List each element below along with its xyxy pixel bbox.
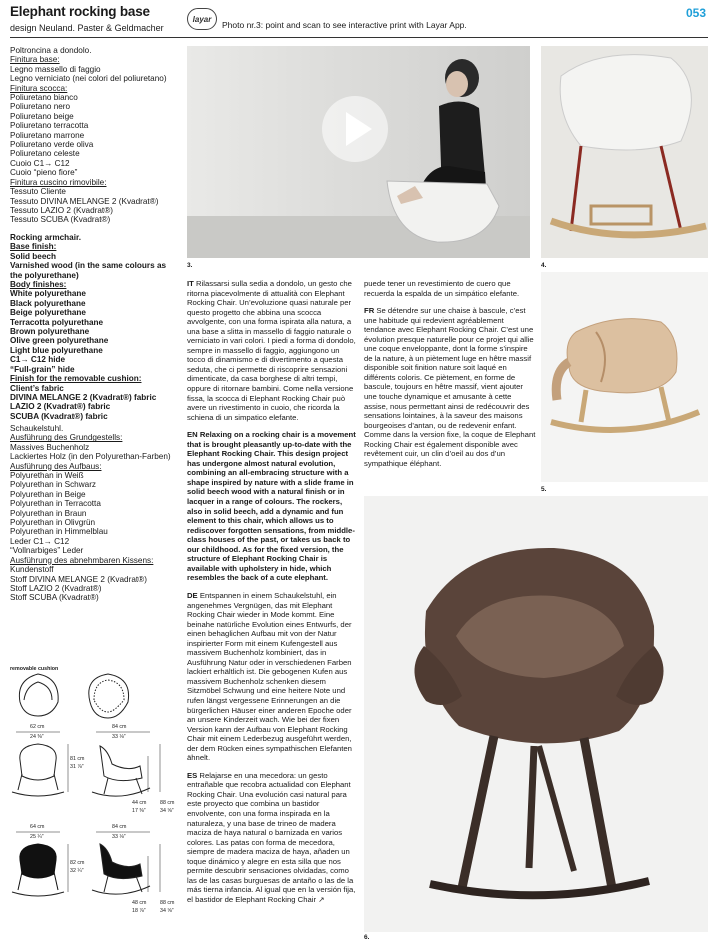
spec-line-de: Polyurethan in Weiß bbox=[10, 471, 84, 481]
dim-height-82-in: 32 ¼” bbox=[70, 868, 84, 874]
spec-line-en: Beige polyurethane bbox=[10, 308, 86, 318]
spec-line-en: Light blue polyurethane bbox=[10, 345, 103, 355]
spec-line-de: Polyurethan in Olivgrün bbox=[10, 518, 96, 528]
spec-line-it: Legno verniciato (nei colori del poliuretano) bbox=[10, 74, 167, 84]
spec-line-de: Polyurethan in Himmelblau bbox=[10, 527, 108, 537]
dim-seat-48: 48 cm bbox=[132, 900, 147, 906]
spec-italian bbox=[10, 46, 182, 225]
spec-line-en: LAZIO 2 (Kvadrat®) fabric bbox=[10, 402, 111, 412]
spec-line-en: “Full-grain” hide bbox=[10, 364, 75, 374]
designer-credit: design Neuland. Paster & Geldmacher bbox=[10, 23, 164, 33]
spec-line-de: Polyurethan in Beige bbox=[10, 489, 86, 499]
spec-line-de: Ausführung des abnehmbaren Kissens: bbox=[10, 555, 154, 565]
header-divider bbox=[10, 37, 708, 38]
dim-depth-84-bottom: 84 cm bbox=[112, 824, 127, 830]
layar-logo: layar bbox=[187, 8, 217, 30]
lang-tag-en: EN bbox=[187, 430, 198, 440]
paragraph-italian bbox=[187, 279, 357, 422]
spec-line-it: Cuoio C1→ C12 bbox=[10, 158, 70, 168]
dim-height-81: 81 cm bbox=[70, 756, 85, 762]
dim-seat-44-in: 17 ⅜” bbox=[132, 808, 146, 814]
caption-photo-6: 6. bbox=[364, 934, 370, 941]
lang-tag-it: IT bbox=[187, 279, 194, 288]
brown-rocking-chair-photo bbox=[364, 496, 708, 932]
spec-line-de: Polyurethan in Braun bbox=[10, 508, 87, 518]
lang-tag-de: DE bbox=[187, 590, 198, 600]
paragraph-french bbox=[364, 306, 536, 430]
spec-line-de: Ausführung des Grundgestells: bbox=[10, 433, 123, 443]
dim-height-82: 82 cm bbox=[70, 860, 85, 866]
spec-line-en: Body finishes: bbox=[10, 280, 67, 290]
spec-line-it: Poliuretano celeste bbox=[10, 149, 80, 159]
technical-drawings bbox=[8, 660, 180, 932]
spec-line-en: Terracotta polyurethane bbox=[10, 317, 104, 327]
dim-height-88: 88 cm bbox=[160, 800, 175, 806]
spec-line-it: Cuoio “pieno fiore” bbox=[10, 168, 78, 178]
spec-line-en: Brown polyurethane bbox=[10, 327, 90, 337]
page-number: 053 bbox=[685, 6, 706, 20]
spec-line-en: the polyurethane) bbox=[10, 270, 79, 280]
page-title: Elephant rocking base bbox=[10, 4, 150, 19]
dim-width-front-in: 24 ⅜” bbox=[30, 734, 44, 740]
spec-line-de: “Vollnarbiges” Leder bbox=[10, 546, 84, 556]
spec-line-it: Finitura cuscino rimovibile: bbox=[10, 177, 107, 187]
spec-line-it: Poliuretano terracotta bbox=[10, 121, 89, 131]
caption-photo-3: 3. bbox=[187, 262, 193, 269]
prototype-chair-illustration bbox=[541, 46, 708, 258]
spec-line-en: Finish for the removable cushion: bbox=[10, 374, 142, 384]
cushion-label: removable cushion bbox=[10, 666, 59, 672]
spec-line-en: C1→ C12 hide bbox=[10, 355, 66, 365]
paragraph-german bbox=[187, 591, 357, 763]
paragraph-english bbox=[187, 430, 357, 583]
body-english: Relaxing on a rocking chair is a movement that is brought pleasantly up-to-date with the Elephant Rocking Chair. This design project has undergone almost natural evolution, combining an all-embracing structure with a shape inspired by nature with a slide frame in solid beech wood with a natural finish or in lacquer in a range of colours. The rockers, also in solid beech, add a dynamic and fun element to this chair, which allows us to rediscover forgotten sensations, from middle-class houses of the past, or takes us back to our childhood. As for the fixed version, the structure of Elephant Rocking Chair is available with upholstery in hide, which resembles the back of a cute elephant. bbox=[187, 430, 356, 583]
spec-line-de: Stoff DIVINA MELANGE 2 (Kvadrat®) bbox=[10, 574, 147, 584]
spec-line-de: Schaukelstuhl. bbox=[10, 424, 64, 433]
spec-line-it: Tessuto SCUBA (Kvadrat®) bbox=[10, 215, 111, 225]
spec-line-en: Solid beech bbox=[10, 251, 56, 261]
spec-line-it: Tessuto Cliente bbox=[10, 187, 66, 197]
dim-seat-44: 44 cm bbox=[132, 800, 147, 806]
spec-line-de: Kundenstoff bbox=[10, 565, 54, 575]
dim-seat-48-in: 18 ⅞” bbox=[132, 908, 146, 914]
dim-height-88-bottom: 88 cm bbox=[160, 900, 175, 906]
dim-height-81-in: 31 ⅞” bbox=[70, 764, 84, 770]
spec-line-it: Poliuretano beige bbox=[10, 111, 74, 121]
wooden-elephant-photo bbox=[541, 272, 708, 482]
spec-line-it: Finitura scocca: bbox=[10, 83, 68, 93]
spec-line-de: Polyurethan in Schwarz bbox=[10, 480, 97, 490]
caption-photo-5: 5. bbox=[541, 486, 547, 493]
caption-photo-4: 4. bbox=[541, 262, 547, 269]
spec-line-en: Client’s fabric bbox=[10, 383, 64, 393]
spec-english bbox=[10, 233, 182, 421]
spec-line-en: Rocking armchair. bbox=[10, 233, 81, 242]
spec-line-it: Poliuretano bianco bbox=[10, 93, 78, 103]
body-french: Se détendre sur une chaise à bascule, c’est une habitude qui redevient agréablement tendance avec Elephant Rocking Chair. C’est une évolution presque naturelle pour ce projet qui allie une coque enveloppante, dont la forme s’inspire de la nature, à un piètement luge en hêtre massif disponible soit finition nature soit laqué en différents coloris. Ce piètement, en forme de bascule, toujours en hêtre massif, vient ajouter une touche dynamique et amusante à cette assise, nous permettant ainsi de redécouvrir des sensations lointaines, à la saveur des maisons bourgeoises d’antan, ou de redevenir enfant. bbox=[364, 306, 534, 430]
spec-line-it: Poliuretano nero bbox=[10, 102, 71, 112]
dim-depth-side-in: 33 ⅛” bbox=[112, 734, 126, 740]
layar-note: Photo nr.3: point and scan to see interactive print with Layar App. bbox=[222, 20, 467, 30]
dim-depth-84-bottom-in: 33 ⅛” bbox=[112, 834, 126, 840]
spec-line-en: White polyurethane bbox=[10, 289, 86, 299]
dim-width-64: 64 cm bbox=[30, 824, 45, 830]
dim-height-88-in: 34 ⅝” bbox=[160, 808, 174, 814]
wooden-elephant-illustration bbox=[541, 272, 708, 482]
spec-line-de: Stoff SCUBA (Kvadrat®) bbox=[10, 593, 99, 603]
paragraph-spanish-cont: puede tener un revestimiento de cuero que recuerda la espalda de un simpático elefante. bbox=[364, 279, 520, 298]
dim-width-front: 62 cm bbox=[30, 724, 45, 730]
spec-line-de: Stoff LAZIO 2 (Kvadrat®) bbox=[10, 583, 102, 593]
body-german: Entspannen in einem Schaukelstuhl, ein angenehmes Vergnügen, das mit Elephant Rocking Chair wieder in Mode kommt. Eine beinahe natürliche Evolution eines Entwurfs, der einen behaglichen Aufbau mit von der Natur inspirierter Form mit einem Kufengestell aus massivem Buchenholz kombiniert, das in Ausführung Natur oder in verschiedenen Farben lackiert erhältlich ist. Die gebogenen Kufen aus massivem Buchenholz schenken diesem Sitzmöbel Schwung und eine heitere Note und rufen längst vergessene Erinnerungen an die bürgerlichen Häuser einer anderen Epoche oder an unsere Kinderzeit wach. Wie bei der fixen Version kann der Aufbau von Elephant Rocking Chair mit einem Lederbezug ausgeführt werden, der dem Rücken eines sympathischen Elefanten ähnelt. bbox=[187, 590, 352, 763]
lang-tag-fr: FR bbox=[364, 306, 375, 316]
text-column-2 bbox=[364, 279, 536, 476]
spec-line-it: Poliuretano marrone bbox=[10, 130, 85, 140]
spec-german bbox=[10, 424, 182, 603]
dim-height-88-bottom-in: 34 ⅝” bbox=[160, 908, 174, 914]
dim-width-64-in: 25 ¼” bbox=[30, 834, 44, 840]
body-spanish: Relajarse en una mecedora: un gesto entrañable que recobra actualidad con Elephant Rocking Chair. Una evolución casi natural para este proyecto que combina un bastidor envolvente, con una forma inspirada en la naturaleza, y una base de trineo de madera maciza de haya natural o barnizada en varios colores. Las patas con forma de mecedora, siempre de madera maciza de haya, añaden un toque dinámico y alegre en esta silla que nos permite descubrir sensaciones olvidadas, como las de las casas burguesas de antaño o las de la más tierna infancia. Al igual que en la versión fija, el bastidor de Elephant Rocking Chair ↗ bbox=[187, 770, 356, 904]
spec-line-en: Base finish: bbox=[10, 242, 57, 252]
spec-line-de: Ausführung des Aufbaus: bbox=[10, 461, 102, 471]
spec-line-it: Legno massello di faggio bbox=[10, 64, 101, 74]
spec-line-de: Lackiertes Holz (in den Polyurethan-Farben) bbox=[10, 452, 171, 462]
spec-line-it: Tessuto DIVINA MELANGE 2 (Kvadrat®) bbox=[10, 196, 159, 206]
dim-depth-side: 84 cm bbox=[112, 724, 127, 730]
spec-line-de: Polyurethan in Terracotta bbox=[10, 499, 101, 509]
text-column-1 bbox=[187, 279, 357, 912]
spec-line-it: Poliuretano verde oliva bbox=[10, 140, 94, 150]
spec-line-en: Black polyurethane bbox=[10, 298, 86, 308]
spec-line-en: DIVINA MELANGE 2 (Kvadrat®) fabric bbox=[10, 392, 157, 402]
prototype-chair-photo bbox=[541, 46, 708, 258]
spec-line-it: Tessuto LAZIO 2 (Kvadrat®) bbox=[10, 205, 113, 215]
paragraph-spanish bbox=[187, 771, 357, 905]
spec-line-de: Leder C1→ C12 bbox=[10, 536, 70, 546]
video-still-photo[interactable] bbox=[187, 46, 530, 258]
paragraph-french-2: Comme dans la version fixe, la coque de Elephant Rocking Chair est également disponible avec revêtement cuir, un clin d’oeil au dos d’un sympathique éléphant. bbox=[364, 430, 536, 468]
body-italian: Rilassarsi sulla sedia a dondolo, un gesto che ritorna piacevolmente di attualità con Elephant Rocking Chair. Un’evoluzione quasi naturale per questo progetto che abbina una scocca avvolgente, con una forma ispirata alla natura, a una base a slitta in massello di faggio naturale o verniciato in vari colori. I piedi a forma di dondolo, sempre in massello di faggio, aggiungono un tocco di dinamismo e di divertimento a questa seduta, che ci permette di riscoprire sensazioni dimenticate, da casa borghese di altri tempi, oppure di ritornare bambini. Come nella versione fissa, la scocca di Elephant Rocking Chair può avere un rivestimento in cuoio, che ricorda la schiena di un simpatico elefante. bbox=[187, 279, 356, 422]
brown-rocking-chair-illustration bbox=[364, 496, 708, 932]
play-icon bbox=[346, 112, 372, 146]
spec-line-en: SCUBA (Kvadrat®) fabric bbox=[10, 411, 108, 421]
spec-line-de: Massives Buchenholz bbox=[10, 442, 90, 452]
spec-line-it: Finitura base: bbox=[10, 55, 60, 65]
spec-line-en: Varnished wood (in the same colours as bbox=[10, 261, 167, 271]
spec-line-en: Olive green polyurethane bbox=[10, 336, 109, 346]
spec-line-it: Poltroncina a dondolo. bbox=[10, 46, 92, 55]
lang-tag-es: ES bbox=[187, 770, 198, 780]
chair-line-drawings bbox=[8, 660, 180, 932]
play-button[interactable] bbox=[322, 96, 388, 162]
